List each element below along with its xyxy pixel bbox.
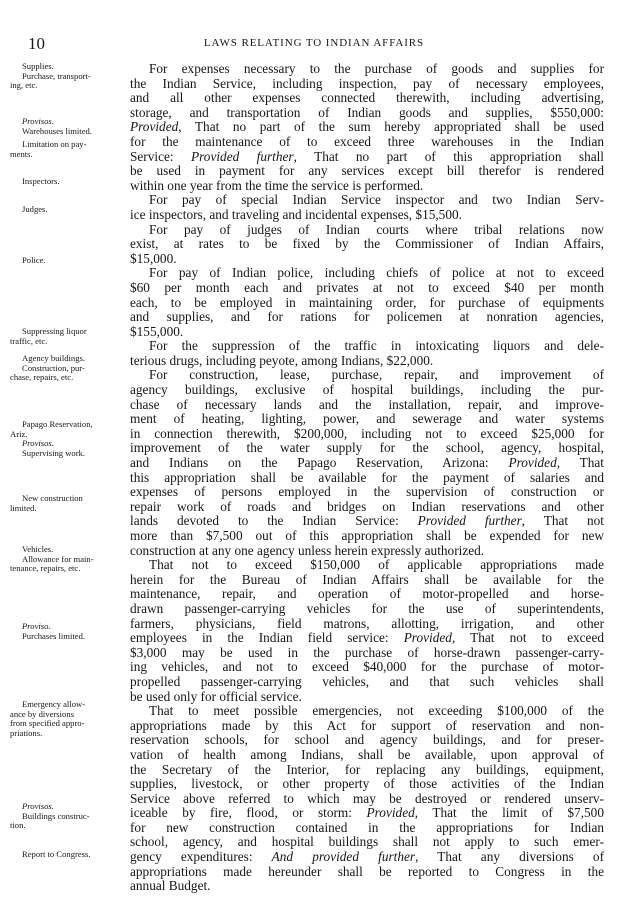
paragraph bbox=[130, 223, 604, 267]
running-head: LAWS RELATING TO INDIAN AFFAIRS bbox=[203, 37, 425, 49]
text-line: each, to be employed in maintaining order, for purchase of equipments bbox=[130, 294, 604, 310]
text-line: school, agency, and hospital buildings shall not apply to such emer- bbox=[130, 834, 604, 850]
paragraph bbox=[130, 558, 604, 704]
margin-note bbox=[10, 140, 122, 159]
margin-note-line: Suppressing liquor bbox=[22, 326, 87, 336]
text-line: and supplies, and for rations for policemen at nonration agencies, bbox=[130, 309, 604, 325]
text-line: this appropriation shall be available for the payment of salaries and bbox=[130, 469, 604, 485]
margin-note bbox=[10, 622, 122, 641]
margin-note bbox=[10, 420, 122, 458]
margin-note-line: priations. bbox=[10, 727, 43, 738]
margin-note-line: ance by diversions bbox=[10, 708, 74, 719]
margin-note-line: Buildings construc- bbox=[22, 810, 90, 821]
paragraph bbox=[130, 193, 604, 222]
margin-note bbox=[10, 354, 122, 383]
text-line: For the suppression of the traffic in intoxicating liquors and dele- bbox=[149, 338, 604, 354]
margin-note-line: New construction bbox=[22, 493, 83, 503]
document-body bbox=[130, 62, 604, 894]
text-line: Service: Provided further, That no part of this appropriation shall bbox=[130, 148, 605, 164]
text-line: vation of health among Indians, shall be available, upon approval of bbox=[130, 746, 604, 762]
margin-note-line: ing, etc. bbox=[10, 80, 38, 90]
margin-note-line: Police. bbox=[22, 255, 46, 265]
text-line: $60 per month each and privates at not to exceed $40 per month bbox=[130, 279, 604, 295]
margin-note-line: Purchase, transport- bbox=[22, 70, 91, 81]
text-line: be used only for official service. bbox=[130, 688, 302, 704]
text-line: ing vehicles, and not to exceed $40,000 for the purchase of motor- bbox=[130, 659, 604, 675]
margin-note-line: from specified appro- bbox=[10, 718, 85, 728]
text-line: gency expenditures: And provided further, That any diversions of bbox=[130, 849, 604, 865]
margin-note-line: Allowance for main- bbox=[22, 553, 94, 564]
margin-note bbox=[10, 327, 122, 346]
text-line: terious drugs, including peyote, among Indians, $22,000. bbox=[130, 352, 434, 368]
margin-note-line: Limitation on pay- bbox=[22, 139, 87, 149]
text-line: repair work of roads and bridges on Indian reservations and other bbox=[130, 498, 604, 514]
text-line: more than $7,500 out of this appropriation shall be expended for new bbox=[130, 528, 604, 543]
text-line: construction at any one agency unless herein expressly authorized. bbox=[130, 542, 485, 558]
text-line: drawn passenger-carrying vehicles for the use of superintendents, bbox=[130, 600, 604, 616]
text-line: be used in payment for any services except bill therefor is rendered bbox=[130, 163, 604, 179]
margin-note-line: Supervising work. bbox=[22, 447, 86, 458]
paragraph bbox=[130, 339, 604, 368]
margin-note-line: Agency buildings. bbox=[22, 353, 86, 363]
text-line: For pay of special Indian Service inspector and two Indian Serv- bbox=[149, 192, 604, 208]
margin-note bbox=[10, 802, 122, 831]
text-line: supplies, livestock, or other property of those activities of the Indian bbox=[130, 776, 604, 792]
text-line: $15,000. bbox=[130, 250, 177, 266]
page-number: 10 bbox=[28, 34, 45, 53]
margin-note-line: tion. bbox=[10, 820, 26, 830]
text-line: For pay of judges of Indian courts where tribal relations now bbox=[149, 221, 604, 237]
margin-note bbox=[10, 700, 122, 738]
text-line: in connection therewith, $200,000, including not to exceed $25,000 for bbox=[130, 425, 604, 441]
margin-note-line: traffic, etc. bbox=[10, 335, 48, 346]
margin-note bbox=[10, 62, 122, 91]
margin-note-line: Supplies. bbox=[22, 61, 54, 71]
text-line: Provided, That no part of the sum hereby appropriated shall be used bbox=[130, 119, 604, 135]
text-line: appropriations made hereunder shall be reported to Congress in the bbox=[130, 863, 604, 879]
text-line: maintenance, repair, and operation of motor-propelled and horse- bbox=[130, 586, 604, 602]
margin-note bbox=[10, 850, 122, 860]
margin-note-line: Warehouses limited. bbox=[22, 125, 92, 136]
margin-note-line: Judges. bbox=[22, 204, 48, 214]
text-line: $3,000 may be used in the purchase of horse-drawn passenger-carry- bbox=[130, 644, 604, 660]
margin-note-line: Inspectors. bbox=[22, 176, 60, 186]
text-line: farmers, physicians, field matrons, allotting, irrigation, and other bbox=[130, 615, 604, 631]
text-line: chase of necessary lands and the installation, repair, and improve- bbox=[130, 396, 604, 412]
text-line: ice inspectors, and traveling and incidental expenses, $15,500. bbox=[130, 206, 462, 222]
margin-note-line: limited. bbox=[10, 502, 37, 513]
text-line: and Indians on the Papago Reservation, Arizona: Provided, That bbox=[130, 455, 604, 471]
text-line: $155,000. bbox=[130, 323, 184, 339]
margin-note-line: chase, repairs, etc. bbox=[10, 372, 74, 382]
text-line: That not to exceed $150,000 of applicable appropriations made bbox=[149, 557, 604, 573]
text-line: reservation schools, for school and agency buildings, and for preser- bbox=[130, 732, 604, 748]
text-line: herein for the Bureau of Indian Affairs shall be available for the bbox=[130, 571, 604, 587]
page-header bbox=[0, 34, 628, 54]
text-line: exist, at rates to be fixed by the Commissioner of Indian Affairs, bbox=[130, 236, 604, 252]
margin-note-line: Papago Reservation, bbox=[22, 419, 93, 429]
text-line: improvement of the water supply for the school, agency, hospital, bbox=[130, 440, 604, 456]
text-line: the Indian Service, including inspection, pay of necessary employees, bbox=[130, 75, 604, 91]
margin-note-line: Construction, pur- bbox=[22, 362, 85, 373]
paragraph bbox=[130, 62, 604, 193]
text-line: ment of heating, lighting, power, and sewerage and water systems bbox=[130, 411, 604, 427]
margin-note-line: Provisos. bbox=[22, 116, 54, 126]
margin-note-line: tenance, repairs, etc. bbox=[10, 563, 81, 573]
text-line: for the maintenance of to exceed three warehouses in the Indian bbox=[130, 133, 604, 149]
margin-note bbox=[10, 256, 122, 266]
margin-note bbox=[10, 205, 122, 215]
margin-note-line: Vehicles. bbox=[22, 544, 54, 554]
margin-note-line: Purchases limited. bbox=[22, 630, 86, 641]
text-line: employees in the Indian field service: Provided, That not to exceed bbox=[130, 630, 604, 646]
text-line: the Secretary of the Interior, for replacing any buildings, equipment, bbox=[130, 761, 604, 777]
margin-note bbox=[10, 177, 122, 187]
text-line: annual Budget. bbox=[130, 878, 211, 894]
paragraph bbox=[130, 266, 604, 339]
text-line: For construction, lease, purchase, repair, and improvement of bbox=[149, 367, 604, 383]
text-line: propelled passenger-carrying vehicles, and that such vehicles shall bbox=[130, 673, 604, 689]
margin-note bbox=[10, 117, 122, 136]
margin-note-line: ments. bbox=[10, 148, 33, 159]
text-line: agency buildings, exclusive of hospital buildings, including the pur- bbox=[130, 382, 604, 398]
margin-note-line: Ariz. bbox=[10, 428, 28, 439]
margin-note-line: Report to Congress. bbox=[22, 849, 91, 859]
paragraph bbox=[130, 368, 604, 558]
text-line: and all other expenses connected therewith, including advertising, bbox=[130, 90, 604, 106]
text-line: appropriations made by this Act for support of reservation and non- bbox=[130, 717, 604, 733]
text-line: expenses of persons employed in the supervision of construction or bbox=[130, 484, 604, 500]
margin-note-line: Emergency allow- bbox=[22, 699, 86, 709]
margin-note bbox=[10, 545, 122, 574]
text-line: for new construction contained in the appropriations for Indian bbox=[130, 819, 604, 835]
margin-note-line: Provisos. bbox=[22, 801, 54, 811]
paragraph bbox=[130, 704, 604, 894]
text-line: That to meet possible emergencies, not exceeding $100,000 of the bbox=[149, 703, 604, 719]
margin-note-line: Proviso. bbox=[22, 621, 51, 631]
text-line: lands devoted to the Indian Service: Provided further, That not bbox=[130, 513, 605, 529]
margin-note-line: Provisos. bbox=[22, 438, 54, 448]
text-line: iceable by fire, flood, or storm: Provided, That the limit of $7,500 bbox=[130, 805, 604, 821]
text-line: For pay of Indian police, including chiefs of police at not to exceed bbox=[149, 265, 604, 281]
text-line: storage, and transportation of Indian goods and supplies, $550,000: bbox=[130, 104, 604, 120]
margin-notes bbox=[10, 62, 122, 912]
text-line: Service above referred to which may be destroyed or rendered unserv- bbox=[130, 790, 604, 806]
text-line: within one year from the time the service is performed. bbox=[130, 177, 424, 193]
text-line: For expenses necessary to the purchase of goods and supplies for bbox=[149, 61, 604, 76]
margin-note bbox=[10, 494, 122, 513]
